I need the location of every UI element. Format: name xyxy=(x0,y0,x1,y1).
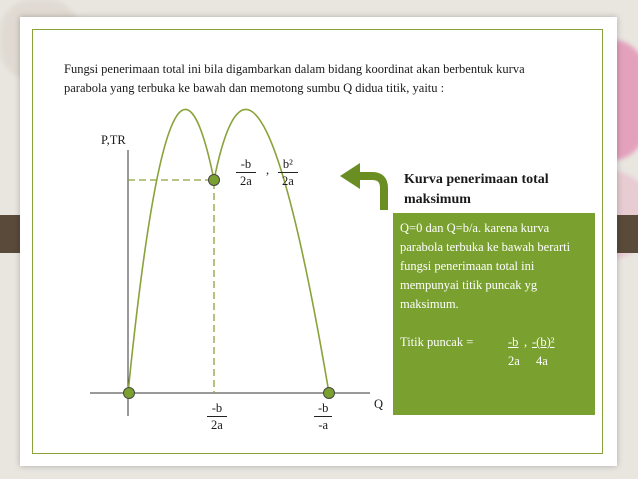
revenue-curve xyxy=(128,109,329,393)
fraction-numerator: -b xyxy=(236,156,256,173)
fraction-denominator: 2a xyxy=(240,174,252,188)
intro-text: Fungsi penerimaan total ini bila digambarkan dalam bidang koordinat akan berbentuk kurva parabola yang terbuka ke bawah dan memotong sumbu Q didua titik, yaitu : xyxy=(64,62,525,95)
peak-y-numerator: -(b)² xyxy=(532,335,555,349)
slide-title: Kurva penerimaan total maksimum xyxy=(404,172,549,207)
fraction-numerator: -b xyxy=(314,400,332,417)
peak-formula xyxy=(400,333,587,373)
info-paragraph: Q=0 dan Q=b/a. karena kurva parabola terbuka ke bawah berarti fungsi penerimaan total ini mempunyai titik puncak yg maksimum. xyxy=(400,221,571,311)
peak-x-numerator: -b xyxy=(508,335,519,349)
peak-y-fraction xyxy=(278,156,298,189)
origin-point xyxy=(124,388,135,399)
peak-separator: , xyxy=(524,335,528,349)
fraction-numerator: -b xyxy=(207,400,227,417)
peak-x-fraction xyxy=(236,156,256,189)
peak-prefix: Titik puncak = xyxy=(400,335,474,349)
x-intercept-point xyxy=(324,388,335,399)
curved-arrow-left-icon xyxy=(340,163,384,210)
peak-x-denominator: 2a xyxy=(508,354,520,368)
x-label-peak xyxy=(207,400,227,433)
peak-point xyxy=(209,175,220,186)
peak-y-denominator: 4a xyxy=(536,354,548,368)
x-axis-label: Q xyxy=(374,397,384,411)
fraction-denominator: -a xyxy=(318,418,329,432)
fraction-numerator: b² xyxy=(278,156,298,173)
info-box xyxy=(393,213,595,415)
fraction-denominator: 2a xyxy=(282,174,294,188)
y-axis-label: P,TR xyxy=(101,133,126,147)
fraction-denominator: 2a xyxy=(211,418,223,432)
x-label-intercept xyxy=(314,400,332,433)
peak-separator: , xyxy=(266,163,270,177)
